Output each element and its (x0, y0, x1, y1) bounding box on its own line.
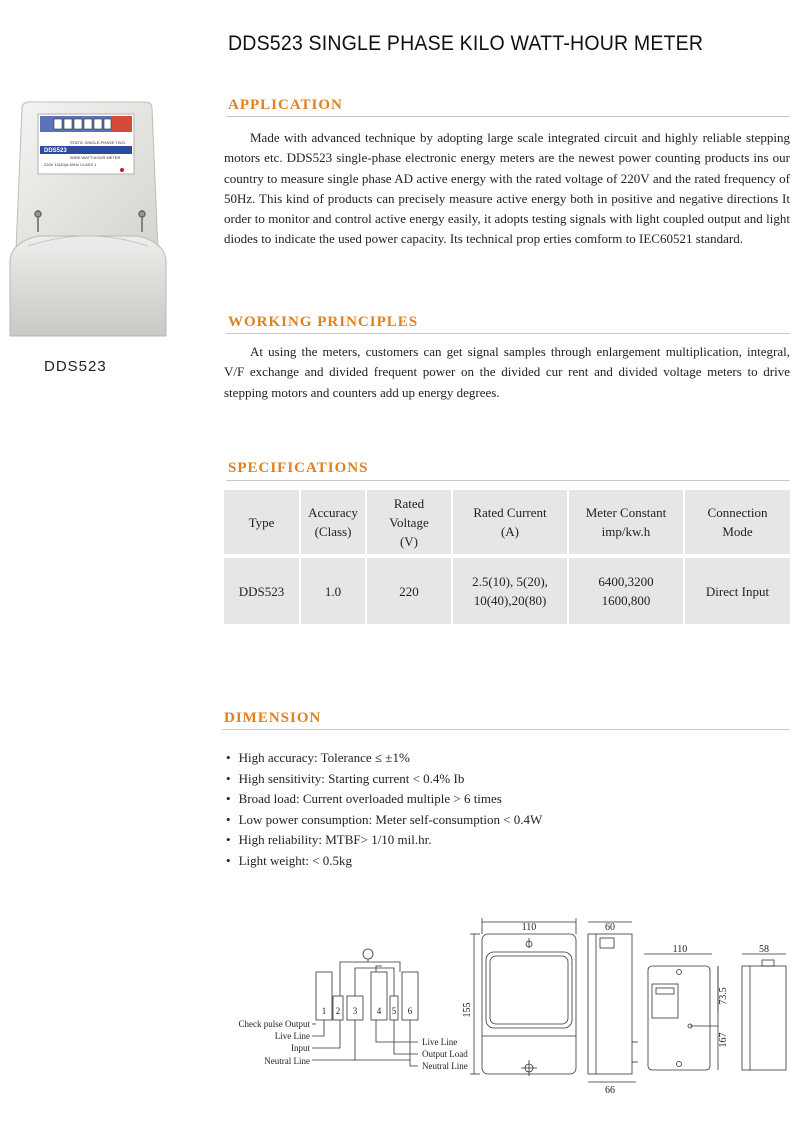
terminal-5: 5 (391, 1006, 397, 1016)
list-item: • Low power consumption: Meter self-consumption < 0.4W (226, 810, 542, 831)
photo-label-line1: STATIC SINGLE-PHASE TWO- (70, 140, 127, 145)
cell-accuracy: 1.0 (300, 558, 366, 624)
list-item: • High sensitivity: Starting current < 0.4% Ib (226, 769, 542, 790)
label-live-line-input: Live Line (274, 1031, 310, 1041)
working-divider (226, 333, 790, 334)
meter-photo (8, 100, 168, 342)
specifications-table (224, 490, 790, 624)
dim-side2-depth: 58 (759, 944, 769, 955)
table-header-row (224, 490, 790, 554)
terminal-2: 2 (335, 1006, 341, 1016)
dimension-drawings (462, 912, 796, 1102)
list-item: • High accuracy: Tolerance ≤ ±1% (226, 748, 542, 769)
cell-voltage: 220 (366, 558, 452, 624)
dim-mount-width: 110 (672, 944, 688, 955)
dimension-heading: DIMENSION (224, 710, 322, 726)
working-text: At using the meters, customers can get signal samples through enlargement multiplication, integral, V/F exchange and divided frequent power on the divided cur rent and divided voltage meters to drive stepping motors and counters add up energy degrees. (224, 344, 790, 400)
dim-side-depth-bottom: 66 (605, 1085, 615, 1096)
photo-model-label: DDS523 (44, 148, 67, 154)
label-output-load: Output Load (422, 1049, 468, 1059)
header-accuracy: Accuracy (Class) (300, 490, 366, 554)
photo-caption: DDS523 (44, 358, 107, 375)
page-title: DDS523 SINGLE PHASE KILO WATT-HOUR METER (228, 32, 704, 55)
label-check-pulse-output: Check pulse Output (238, 1019, 310, 1029)
label-input: Input (291, 1043, 310, 1053)
header-current: Rated Current (A) (452, 490, 568, 554)
photo-label-line2: WIRE WATT-HOUR METER (70, 155, 121, 160)
cell-current: 2.5(10), 5(20), 10(40),20(80) (452, 558, 568, 624)
label-neutral-line-input: Neutral Line (264, 1056, 310, 1066)
feature-list (226, 748, 542, 872)
dim-mount-h1: 73.5 (718, 987, 729, 1005)
dim-front-width: 110 (521, 922, 537, 933)
wiring-diagram (212, 940, 482, 1090)
header-connection: Connection Mode (684, 490, 790, 554)
label-neutral-line-output: Neutral Line (422, 1061, 468, 1071)
terminal-3: 3 (352, 1006, 358, 1016)
terminal-6: 6 (407, 1006, 413, 1016)
specifications-divider (226, 480, 790, 481)
table-row (224, 558, 790, 624)
photo-label-line3: 220V 10(40)A 50Hz CLASS 1 (44, 162, 97, 167)
terminal-1: 1 (321, 1006, 327, 1016)
dim-front-height: 155 (462, 1002, 473, 1018)
cell-connection: Direct Input (684, 558, 790, 624)
list-item: • Broad load: Current overloaded multiple > 6 times (226, 789, 542, 810)
header-type: Type (224, 490, 300, 554)
header-voltage: Rated Voltage (V) (366, 490, 452, 554)
dimension-divider (222, 729, 790, 730)
label-live-line-output: Live Line (422, 1037, 458, 1047)
list-item: • Light weight: < 0.5kg (226, 851, 542, 872)
terminal-4: 4 (376, 1006, 382, 1016)
cell-constant: 6400,3200 1600,800 (568, 558, 684, 624)
dim-mount-h2: 167 (718, 1032, 729, 1048)
specifications-heading: SPECIFICATIONS (228, 460, 369, 476)
list-item: • High reliability: MTBF> 1/10 mil.hr. (226, 830, 542, 851)
dim-side-depth-top: 60 (605, 922, 615, 933)
cell-type: DDS523 (224, 558, 300, 624)
meter-illustration (8, 100, 168, 342)
application-heading: APPLICATION (228, 97, 343, 113)
working-heading: WORKING PRINCIPLES (228, 314, 419, 330)
application-text: Made with advanced technique by adopting large scale integrated circuit and highly reliable stepping motors etc. DDS523 single-phase electronic energy meters are the newest power counting products ins our country to measure single phase AD active energy with the rated voltage of 220V and the rated frequency of 50Hz. This kind of products can precisely measure active energy both in positive and negative directions It order to monitor and control active energy easily, it adopts testing signals with light coupled output and light diodes to indicate the used power capacity. Its technical prop erties comform to IEC60521 standard. (224, 130, 790, 247)
application-divider (226, 116, 790, 117)
header-constant: Meter Constant imp/kw.h (568, 490, 684, 554)
